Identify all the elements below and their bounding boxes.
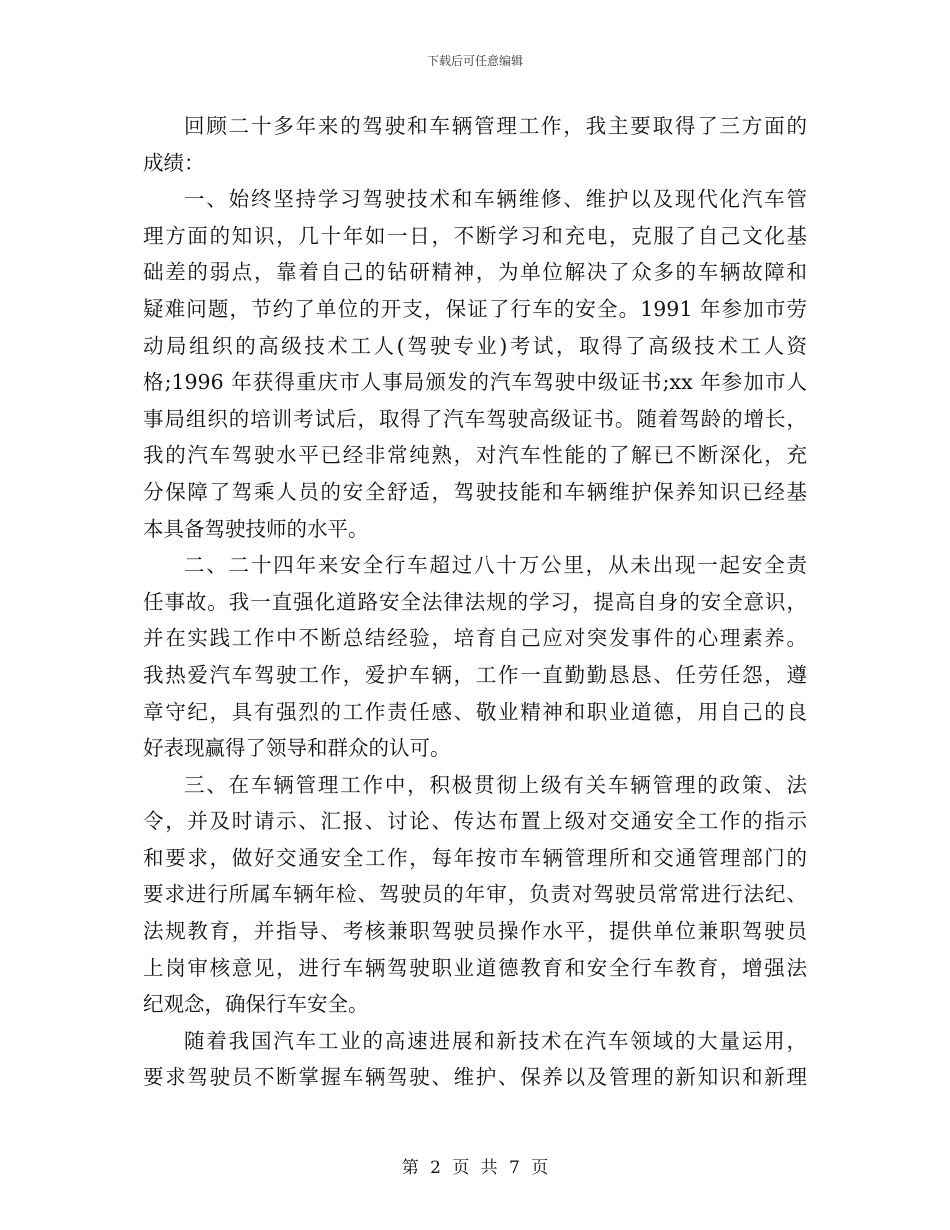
text-line: 分保障了驾乘人员的安全舒适，驾驶技能和车辆维护保养知识已经基: [143, 479, 807, 504]
document-body: [143, 108, 807, 1096]
text-line: 动局组织的高级技术工人(驾驶专业)考试，取得了高级技术工人资: [143, 333, 807, 358]
text-line: 和要求，做好交通安全工作，每年按市车辆管理所和交通管理部门的: [143, 845, 807, 870]
text-line: 事局组织的培训考试后，取得了汽车驾驶高级证书。随着驾龄的增长，: [143, 406, 807, 431]
text-line: 任事故。我一直强化道路安全法律法规的学习，提高自身的安全意识，: [143, 589, 807, 614]
text-line: 疑难问题，节约了单位的开支，保证了行车的安全。1991 年参加市劳: [143, 296, 807, 321]
text-line: 章守纪，具有强烈的工作责任感、敬业精神和职业道德，用自己的良: [143, 699, 807, 724]
text-line: 我热爱汽车驾驶工作，爱护车辆，工作一直勤勤恳恳、任劳任怨，遵: [143, 662, 807, 687]
text-line: 理方面的知识，几十年如一日，不断学习和充电，克服了自己文化基: [143, 223, 807, 248]
text-line: 纪观念，确保行车安全。: [143, 992, 369, 1017]
text-line: 一、始终坚持学习驾驶技术和车辆维修、维护以及现代化汽车管: [184, 187, 807, 212]
text-line: 三、在车辆管理工作中，积极贯彻上级有关车辆管理的政策、法: [184, 772, 807, 797]
text-line: 回顾二十多年来的驾驶和车辆管理工作，我主要取得了三方面的: [184, 114, 807, 138]
text-line: 随着我国汽车工业的高速进展和新技术在汽车领域的大量运用，: [184, 1028, 807, 1053]
text-line: 格;1996 年获得重庆市人事局颁发的汽车驾驶中级证书;xx 年参加市人: [143, 370, 807, 395]
text-line: 令，并及时请示、汇报、讨论、传达布置上级对交通安全工作的指示: [143, 809, 807, 834]
text-line: 要求驾驶员不断掌握车辆驾驶、维护、保养以及管理的新知识和新理: [143, 1065, 807, 1090]
page-number-footer: 第 2 页 共 7 页: [401, 1158, 549, 1178]
text-line: 上岗审核意见，进行车辆驾驶职业道德教育和安全行车教育，增强法: [143, 955, 807, 980]
text-line: 础差的弱点，靠着自己的钻研精神，为单位解决了众多的车辆故障和: [143, 260, 807, 285]
text-line: 二、二十四年来安全行车超过八十万公里，从未出现一起安全责: [184, 553, 807, 578]
text-line: 成绩：: [143, 150, 205, 175]
header-note: 下载后可任意编辑: [426, 54, 523, 68]
text-line: 本具备驾驶技师的水平。: [143, 516, 369, 541]
text-line: 并在实践工作中不断总结经验，培育自己应对突发事件的心理素养。: [143, 626, 807, 651]
text-line: 法规教育，并指导、考核兼职驾驶员操作水平，提供单位兼职驾驶员: [143, 919, 807, 944]
text-line: 我的汽车驾驶水平已经非常纯熟，对汽车性能的了解已不断深化，充: [143, 443, 807, 468]
text-line: 要求进行所属车辆年检、驾驶员的年审，负责对驾驶员常常进行法纪、: [143, 882, 807, 907]
text-line: 好表现赢得了领导和群众的认可。: [143, 736, 451, 761]
